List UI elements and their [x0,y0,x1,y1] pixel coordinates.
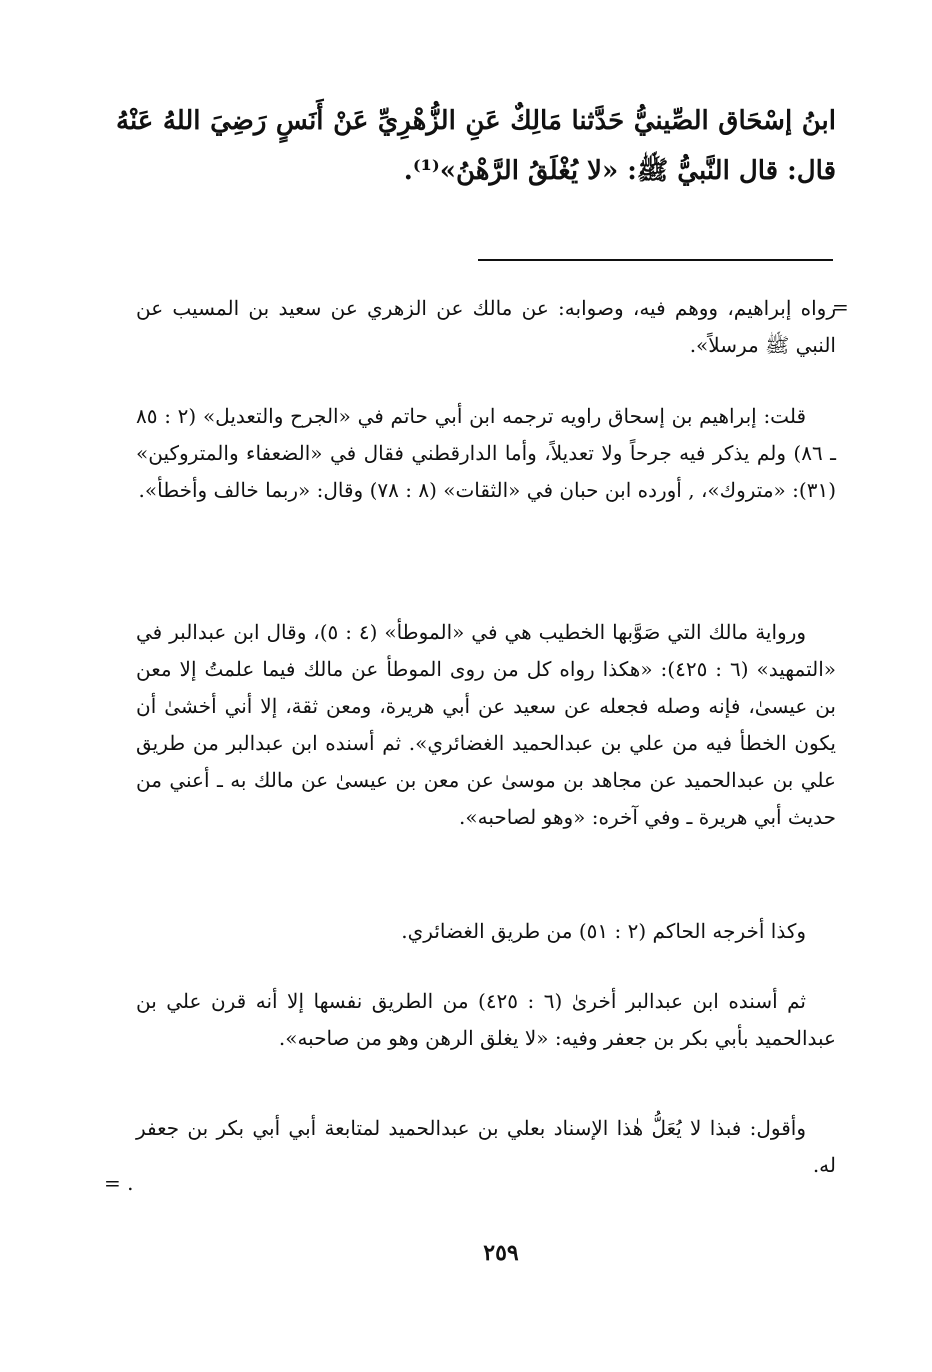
hadith-text: ابنُ إسْحَاق الصِّينيُّ حَدَّثنا مَالِكٌ عَنِ الزُّهْرِيِّ عَنْ أَنَسٍ رَضِيَ اللهُ عَنْهُ قال: قال النَّبيُّ ﷺ: «لا يُغْلَقُ الرَّهْنُ»⁽¹⁾. [116,106,836,186]
footnote-continuation-mark-bottom: = . [104,1171,134,1195]
footnote-divider [478,259,833,261]
footnote-continuation-mark: = [832,295,849,319]
footnote-paragraph-6: وأقول: فبذا لا يُعَلُّ هٰذا الإسناد بعلي بن عبدالحميد لمتابعة أبي أبي بكر بن جعفر له. [136,1116,836,1177]
footnote-paragraph-2: قلت: إبراهيم بن إسحاق راويه ترجمه ابن أبي حاتم في «الجرح والتعديل» (٢ : ٨٥ ـ ٨٦) ولم يذكر فيه جرحاً ولا تعديلاً، وأما الدارقطني فقال في «الضعفاء والمتروكين» (٣١): «متروك»، , أورده ابن حبان في «الثقات» (٨ : ٧٨) وقال: «ربما خالف وأخطأ». [136,404,837,502]
page-number: ٢٥٩ [483,1240,519,1266]
footnote-paragraph-3: ورواية مالك التي صَوَّبها الخطيب هي في «الموطأ» (٤ : ٥)، وقال ابن عبدالبر في «التمهيد» (٦ : ٤٢٥): «هكذا رواه كل من روى الموطأ عن مالك فيما علمتُ إلا معن بن عيسىٰ، فإنه وصله فجعله عن سعيد عن أبي هريرة، ومعن ثقة، إلا أني أخشىٰ أن يكون الخطأ فيه من علي بن عبدالحميد الغضائري». ثم أسنده ابن عبدالبر من طريق علي بن عبدالحميد عن مجاهد بن موسىٰ عن معن بن عيسىٰ عن مالك به ـ أعني من حديث أبي هريرة ـ وفي آخره: «وهو لصاحبه». [136,620,836,829]
footnote-paragraph-4: وكذا أخرجه الحاكم (٢ : ٥١) من طريق الغضائري. [401,919,806,943]
footnote-paragraph-1: رواه إبراهيم، ووهم فيه، وصوابه: عن مالك عن الزهري عن سعيد بن المسيب عن النبي ﷺ مرسلاً». [136,296,836,357]
footnote-paragraph-5: ثم أسنده ابن عبدالبر أخرىٰ (٦ : ٤٢٥) من الطريق نفسها إلا أنه قرن علي بن عبدالحميد بأبي بكر بن جعفر وفيه: «لا يغلق الرهن وهو من صاحبه». [136,989,836,1050]
